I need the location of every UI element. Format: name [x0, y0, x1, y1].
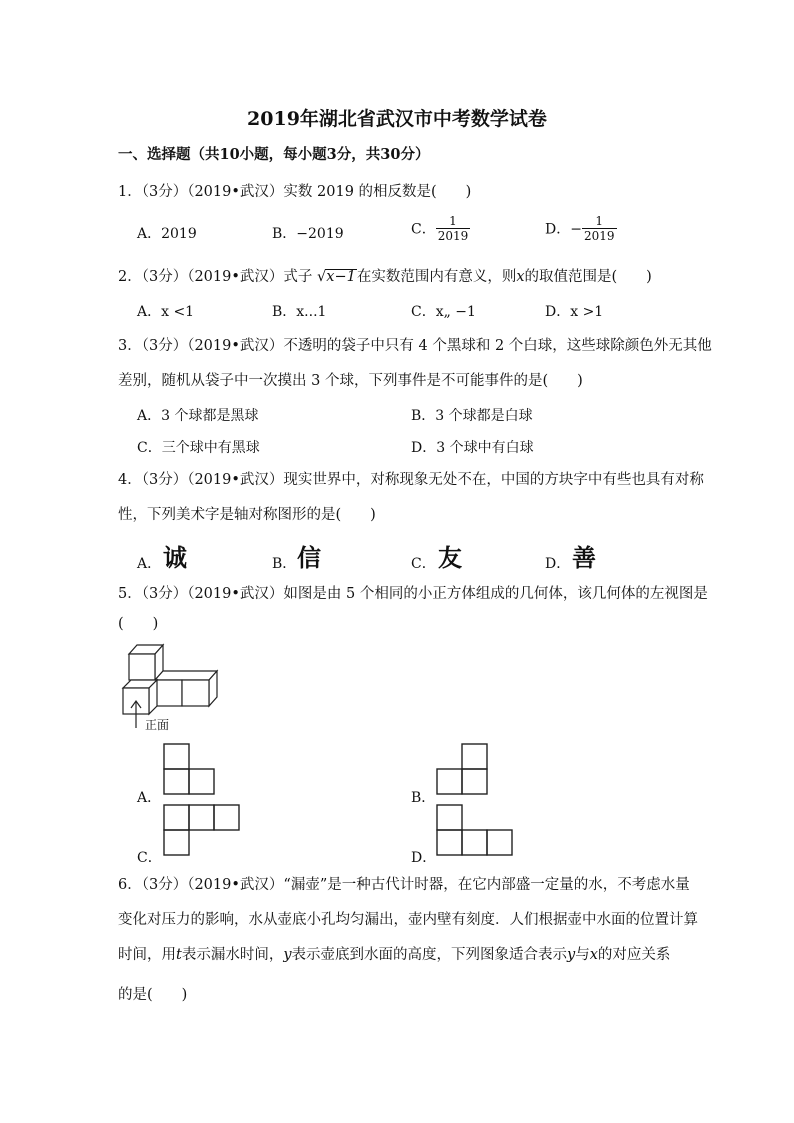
q5-front-label: 正面 — [145, 718, 170, 732]
q1-option-c-fraction — [436, 214, 471, 243]
q5-option-d-figure — [437, 805, 515, 857]
q4-option-b-char: 信 — [297, 544, 321, 572]
question-4-stem-line2: 性，下列美术字是轴对称图形的是( ) — [118, 507, 376, 523]
q2-stem-pre: 2．（3分）（2019•武汉）式子 — [118, 269, 313, 285]
question-6-stem-line3 — [118, 943, 670, 964]
q6-line3-mid: 表示漏水时间， — [181, 947, 284, 963]
question-3-stem-line1: 3．（3分）（2019•武汉）不透明的袋子中只有 4 个黑球和 2 个白球，这些球除颜色外无其他 — [118, 338, 712, 354]
q2-stem-end: 的取值范围是( ) — [524, 269, 652, 285]
q2-variable: x — [516, 269, 525, 285]
q4-option-a-label: A． — [137, 556, 162, 572]
q5-option-b-label: B． — [411, 790, 436, 806]
q4-option-d-label: D． — [545, 556, 571, 572]
question-4-stem-line1: 4．（3分）（2019•武汉）现实世界中，对称现象无处不在，中国的方块字中有些也具有对称 — [118, 472, 704, 488]
question-5-stem-line1: 5．（3分）（2019•武汉）如图是由 5 个相同的小正方体组成的几何体，该几何体的左视图是 — [118, 586, 708, 602]
section-heading: 一、选择题（共10小题，每小题3分，共30分） — [118, 146, 430, 163]
q6-line3-end: 的对应关系 — [597, 947, 671, 963]
q5-option-a-label: A． — [137, 790, 162, 806]
q1-option-c-label: C． — [411, 221, 436, 238]
q1-option-c — [411, 214, 470, 243]
sqrt-sign: √ — [317, 269, 327, 285]
question-6-stem-line2: 变化对压力的影响，水从壶底小孔均匀漏出，壶内壁有刻度．人们根据壶中水面的位置计算 — [118, 912, 698, 928]
q6-line3-pre: 时间，用 — [118, 947, 176, 963]
fraction-numerator: 1 — [595, 214, 604, 228]
q2-option-a: A．x <1 — [137, 304, 195, 320]
q6-var-t: t — [176, 947, 182, 963]
q1-option-d-fraction — [582, 214, 617, 243]
q4-option-c-char: 友 — [438, 544, 462, 572]
q1-option-a: A．2019 — [137, 226, 197, 242]
q4-option-a-char: 诚 — [163, 544, 187, 572]
q5-option-b-figure — [437, 744, 489, 796]
fraction-denominator: 2019 — [437, 229, 469, 243]
question-1-stem: 1．（3分）（2019•武汉）实数 2019 的相反数是( ) — [118, 184, 472, 200]
q1-option-b: B．−2019 — [272, 226, 344, 242]
q4-option-c-label: C． — [411, 556, 436, 572]
q6-var-y2: y — [567, 947, 576, 963]
q2-stem-post: 在实数范围内有意义，则 — [356, 269, 517, 285]
page-title: 2019年湖北省武汉市中考数学试卷 — [247, 108, 547, 130]
q3-option-a: A．3 个球都是黑球 — [137, 408, 259, 424]
q5-cube-figure — [115, 640, 225, 735]
q6-line3-post: 表示壶底到水面的高度，下列图象适合表示 — [291, 947, 568, 963]
q2-option-b: B．x...1 — [272, 304, 327, 320]
q6-var-x: x — [589, 947, 598, 963]
q1-option-d-label: D．− — [545, 221, 582, 238]
q3-option-c: C．三个球中有黑球 — [137, 440, 260, 456]
q6-line3-and: 与 — [575, 947, 590, 963]
q5-option-a-figure — [164, 744, 216, 796]
q2-sqrt-radicand: x−1 — [326, 269, 356, 285]
q4-option-d-char: 善 — [572, 544, 596, 572]
q5-option-c-figure — [164, 805, 242, 857]
question-6-stem-line1: 6．（3分）（2019•武汉）“漏壶”是一种古代计时器，在它内部盛一定量的水，不考虑水量 — [118, 877, 690, 893]
q3-option-d: D．3 个球中有白球 — [411, 440, 534, 456]
fraction-numerator: 1 — [449, 214, 457, 228]
question-3-stem-line2: 差别，随机从袋子中一次摸出 3 个球，下列事件是不可能事件的是( ) — [118, 373, 583, 389]
question-2-stem — [118, 265, 652, 286]
q6-var-y: y — [283, 947, 292, 963]
q1-option-d — [545, 214, 617, 243]
fraction-denominator: 2019 — [583, 229, 615, 243]
q4-option-b-label: B． — [272, 556, 297, 572]
question-6-stem-line4: 的是( ) — [118, 987, 188, 1003]
q2-option-c: C．x„ −1 — [411, 304, 476, 320]
question-5-stem-line2: ( ) — [118, 616, 159, 632]
q5-option-c-label: C． — [137, 850, 162, 866]
q2-option-d: D．x >1 — [545, 304, 604, 320]
q3-option-b: B．3 个球都是白球 — [411, 408, 533, 424]
q5-option-d-label: D． — [411, 850, 437, 866]
